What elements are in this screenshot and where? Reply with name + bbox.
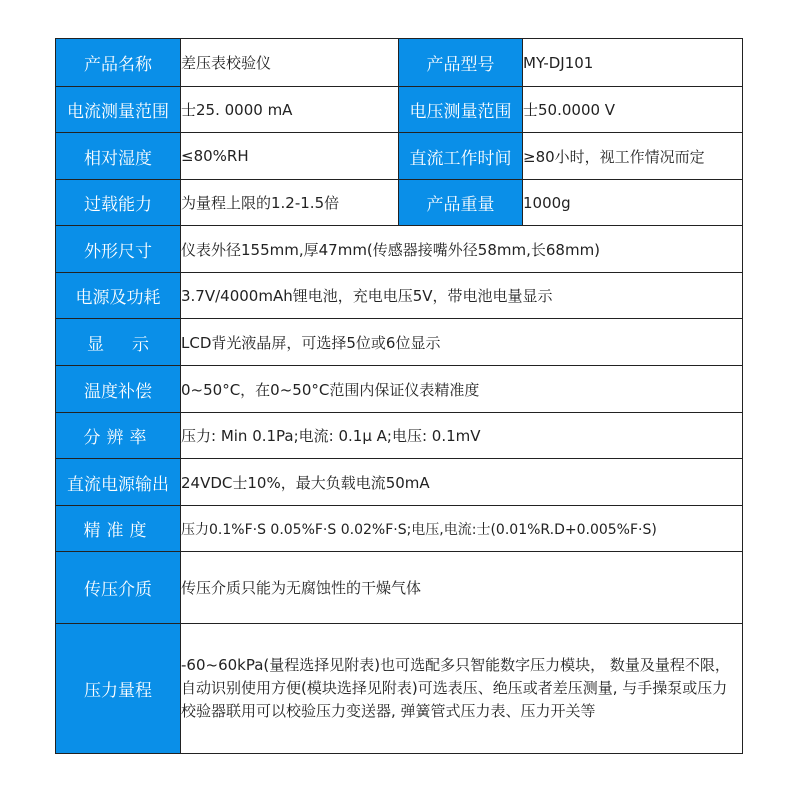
value-voltage-range: 士50.0000 V — [523, 87, 743, 133]
table-row — [56, 459, 743, 506]
label-voltage-range: 电压测量范围 — [399, 87, 523, 133]
table-row — [56, 133, 743, 180]
table-row — [56, 87, 743, 133]
table-row — [56, 319, 743, 366]
label-power: 电源及功耗 — [56, 273, 181, 319]
table-row — [56, 226, 743, 273]
label-weight: 产品重量 — [399, 180, 523, 226]
value-overload: 为量程上限的1.2-1.5倍 — [181, 180, 399, 226]
value-product-name: 差压表校验仪 — [181, 39, 399, 87]
label-medium: 传压介质 — [56, 552, 181, 624]
value-resolution: 压力: Min 0.1Pa;电流: 0.1μ A;电压: 0.1mV — [181, 413, 743, 459]
table-row — [56, 506, 743, 552]
label-dimensions: 外形尺寸 — [56, 226, 181, 273]
table-row — [56, 39, 743, 87]
value-weight: 1000g — [523, 180, 743, 226]
label-current-range: 电流测量范围 — [56, 87, 181, 133]
value-dimensions: 仪表外径155mm,厚47mm(传感器接嘴外径58mm,长68mm) — [181, 226, 743, 273]
value-dc-output: 24VDC士10%，最大负载电流50mA — [181, 459, 743, 506]
table-row — [56, 552, 743, 624]
value-humidity: ≤80%RH — [181, 133, 399, 180]
value-accuracy: 压力0.1%F·S 0.05%F·S 0.02%F·S;电压,电流:士(0.01%R.D+0.005%F·S) — [181, 506, 743, 552]
label-overload: 过载能力 — [56, 180, 181, 226]
label-display: 显示 — [56, 319, 181, 366]
label-product-model: 产品型号 — [399, 39, 523, 87]
label-dc-output: 直流电源输出 — [56, 459, 181, 506]
value-pressure-range: -60~60kPa(量程选择见附表)也可选配多只智能数字压力模块， 数量及量程不限， 自动识别使用方便(模块选择见附表)可选表压、绝压或者差压测量, 与手操泵或压力校验器联用可以校验压力变送器, 弹簧管式压力表、压力开关等 — [181, 624, 743, 754]
label-pressure-range: 压力量程 — [56, 624, 181, 754]
spec-table — [55, 38, 743, 754]
label-resolution: 分辨率 — [56, 413, 181, 459]
table-row — [56, 413, 743, 459]
label-working-time: 直流工作时间 — [399, 133, 523, 180]
table-row — [56, 273, 743, 319]
label-product-name: 产品名称 — [56, 39, 181, 87]
value-display: LCD背光液晶屏，可选择5位或6位显示 — [181, 319, 743, 366]
table-row — [56, 624, 743, 754]
label-temp-comp: 温度补偿 — [56, 366, 181, 413]
label-humidity: 相对湿度 — [56, 133, 181, 180]
label-accuracy: 精准度 — [56, 506, 181, 552]
value-working-time: ≥80小时，视工作情况而定 — [523, 133, 743, 180]
value-product-model: MY-DJ101 — [523, 39, 743, 87]
table-row — [56, 180, 743, 226]
table-row — [56, 366, 743, 413]
value-power: 3.7V/4000mAh锂电池，充电电压5V，带电池电量显示 — [181, 273, 743, 319]
value-current-range: 士25. 0000 mA — [181, 87, 399, 133]
value-medium: 传压介质只能为无腐蚀性的干燥气体 — [181, 552, 743, 624]
value-temp-comp: 0~50°C，在0~50°C范围内保证仪表精准度 — [181, 366, 743, 413]
